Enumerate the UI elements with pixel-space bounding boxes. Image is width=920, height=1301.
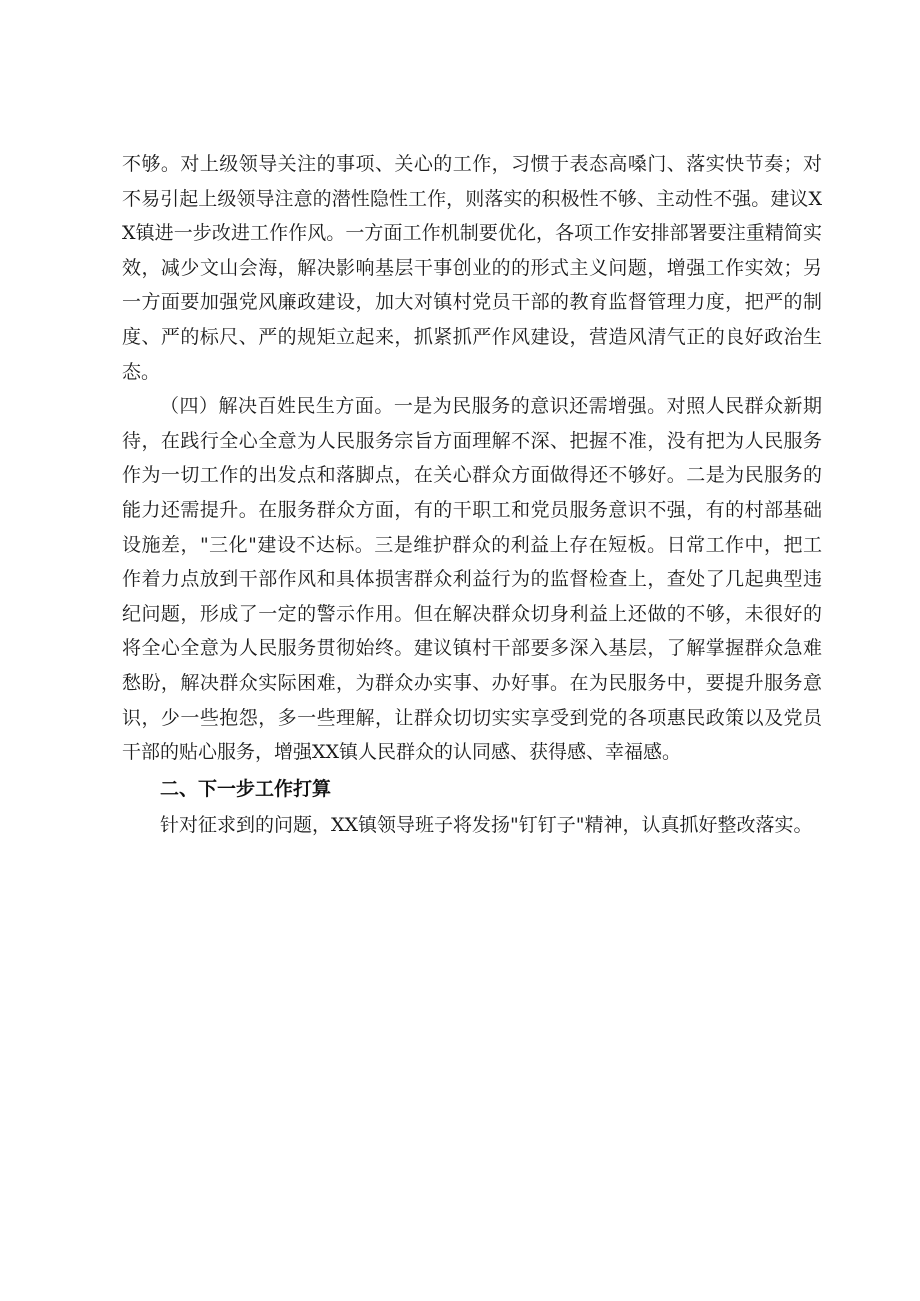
document-body [122, 147, 822, 842]
paragraph-continued: 不够。对上级领导关注的事项、关心的工作，习惯于表态高嗓门、落实快节奏；对不易引起上级领导注意的潜性隐性工作，则落实的积极性不够、主动性不强。建议XX镇进一步改进工作作风。一方面工作机制要优化，各项工作安排部署要注重精简实效，减少文山会海，解决影响基层干事创业的的形式主义问题，增强工作实效；另一方面要加强党风廉政建设，加大对镇村党员干部的教育监督管理力度，把严的制度、严的标尺、严的规矩立起来，抓紧抓严作风建设，营造风清气正的良好政治生态。 [122, 153, 822, 383]
paragraph-closing: 针对征求到的问题，XX镇领导班子将发扬"钉钉子"精神，认真抓好整改落实。 [160, 813, 813, 836]
section-heading: 二、下一步工作打算 [160, 777, 332, 800]
paragraph-people-livelihood: （四）解决百姓民生方面。一是为民服务的意识还需增强。对照人民群众新期待，在践行全心全意为人民服务宗旨方面理解不深、把握不准，没有把为人民服务作为一切工作的出发点和落脚点，在关心群众方面做得还不够好。二是为民服务的能力还需提升。在服务群众方面，有的干职工和党员服务意识不强，有的村部基础设施差，"三化"建设不达标。三是维护群众的利益上存在短板。日常工作中，把工作着力点放到干部作风和具体损害群众利益行为的监督检查上，查处了几起典型违纪问题，形成了一定的警示作用。但在解决群众切身利益上还做的不够，未很好的将全心全意为人民服务贯彻始终。建议镇村干部要多深入基层，了解掌握群众急难愁盼，解决群众实际困难，为群众办实事、办好事。在为民服务中，要提升服务意识，少一些抱怨，多一些理解，让群众切切实实享受到党的各项惠民政策以及党员干部的贴心服务，增强XX镇人民群众的认同感、获得感、幸福感。 [122, 395, 822, 764]
